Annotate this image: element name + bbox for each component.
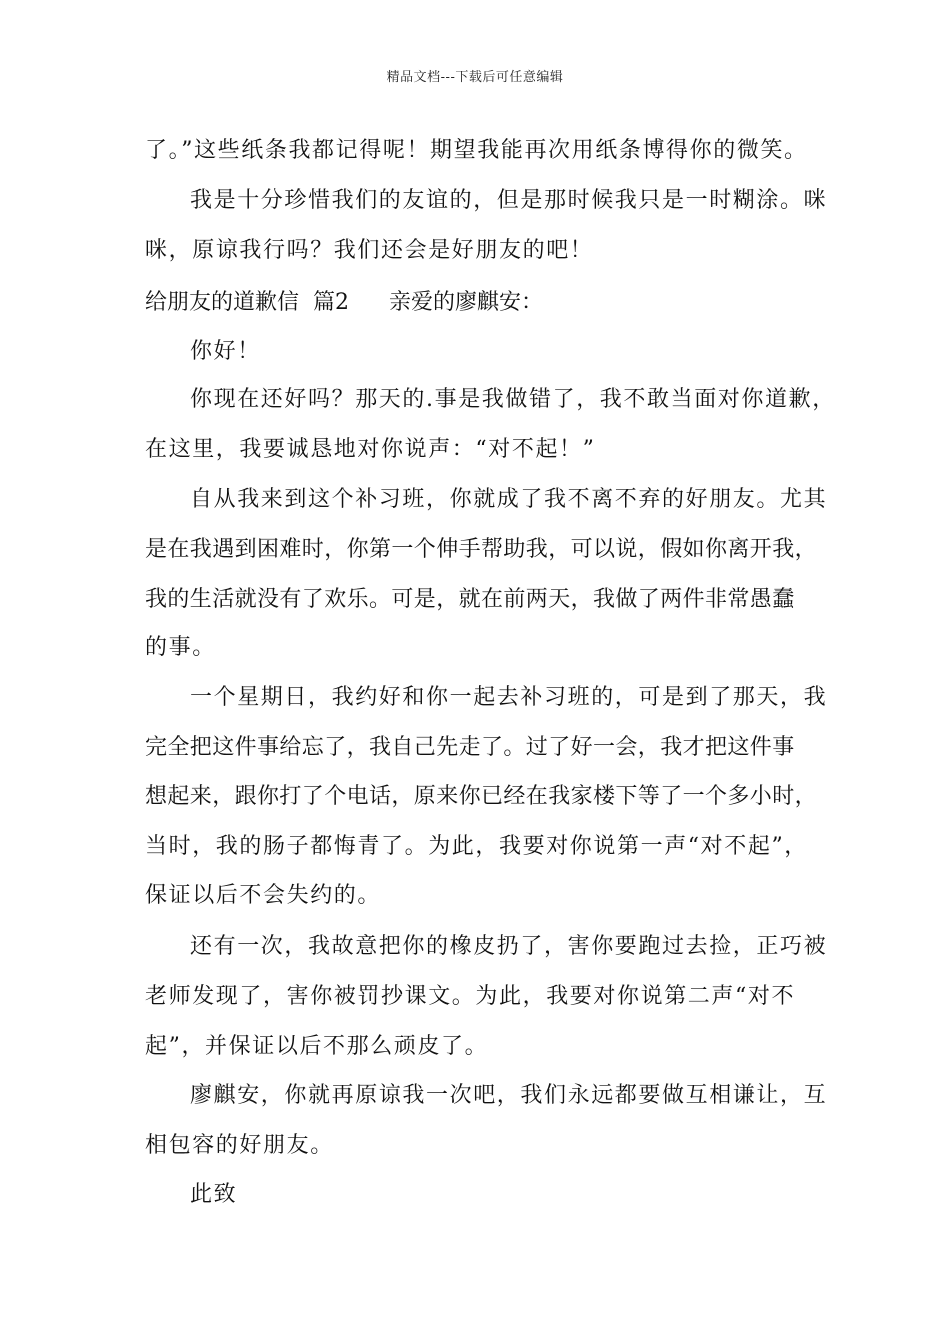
paragraph-line: 一个星期日，我约好和你一起去补习班的，可是到了那天，我 (190, 685, 828, 710)
paragraph-line: 还有一次，我故意把你的橡皮扔了，害你要跑过去捡，正巧被 (190, 934, 828, 959)
paragraph-line: 你现在还好吗？那天的.事是我做错了，我不敢当面对你道歉， (190, 387, 836, 412)
page-header: 精品文档---下载后可任意编辑 (386, 70, 564, 85)
paragraph-line: 了。”这些纸条我都记得呢！期望我能再次用纸条博得你的微笑。 (145, 138, 808, 163)
paragraph-line: 自从我来到这个补习班，你就成了我不离不弃的好朋友。尤其 (190, 487, 828, 512)
paragraph-line: 保证以后不会失约的。 (145, 883, 382, 908)
paragraph-line: 完全把这件事给忘了，我自己先走了。过了好一会，我才把这件事 (145, 735, 795, 760)
paragraph-line: 咪，原谅我行吗？我们还会是好朋友的吧！ (145, 238, 594, 263)
paragraph-line: 起”，并保证以后不那么顽皮了。 (145, 1034, 489, 1059)
letter-title: 给朋友的道歉信 (145, 290, 300, 315)
paragraph-line: 我的生活就没有了欢乐。可是，就在前两天，我做了两件非常愚蠢 (145, 587, 795, 612)
paragraph-line: 老师发现了，害你被罚抄课文。为此，我要对你说第二声“对不 (145, 984, 796, 1009)
paragraph-line: 廖麒安，你就再原谅我一次吧，我们永远都要做互相谦让，互 (190, 1083, 828, 1108)
letter-part-number: 篇2 (313, 290, 350, 315)
closing-line: 此致 (190, 1182, 238, 1207)
letter-title-row (145, 288, 543, 318)
paragraph-line: 当时，我的肠子都悔青了。为此，我要对你说第一声“对不起”， (145, 834, 808, 859)
paragraph-line: 我是十分珍惜我们的友谊的，但是那时候我只是一时糊涂。咪 (190, 188, 828, 213)
paragraph-line: 是在我遇到困难时，你第一个伸手帮助我，可以说，假如你离开我， (145, 537, 818, 562)
paragraph-line: 想起来，跟你打了个电话，原来你已经在我家楼下等了一个多小时， (145, 784, 818, 809)
greeting-line: 你好！ (190, 339, 261, 364)
paragraph-line: 在这里，我要诚恳地对你说声：“对不起！” (145, 437, 596, 462)
letter-salutation: 亲爱的廖麒安： (389, 290, 544, 315)
paragraph-line: 的事。 (145, 635, 216, 660)
paragraph-line: 相包容的好朋友。 (145, 1133, 334, 1158)
